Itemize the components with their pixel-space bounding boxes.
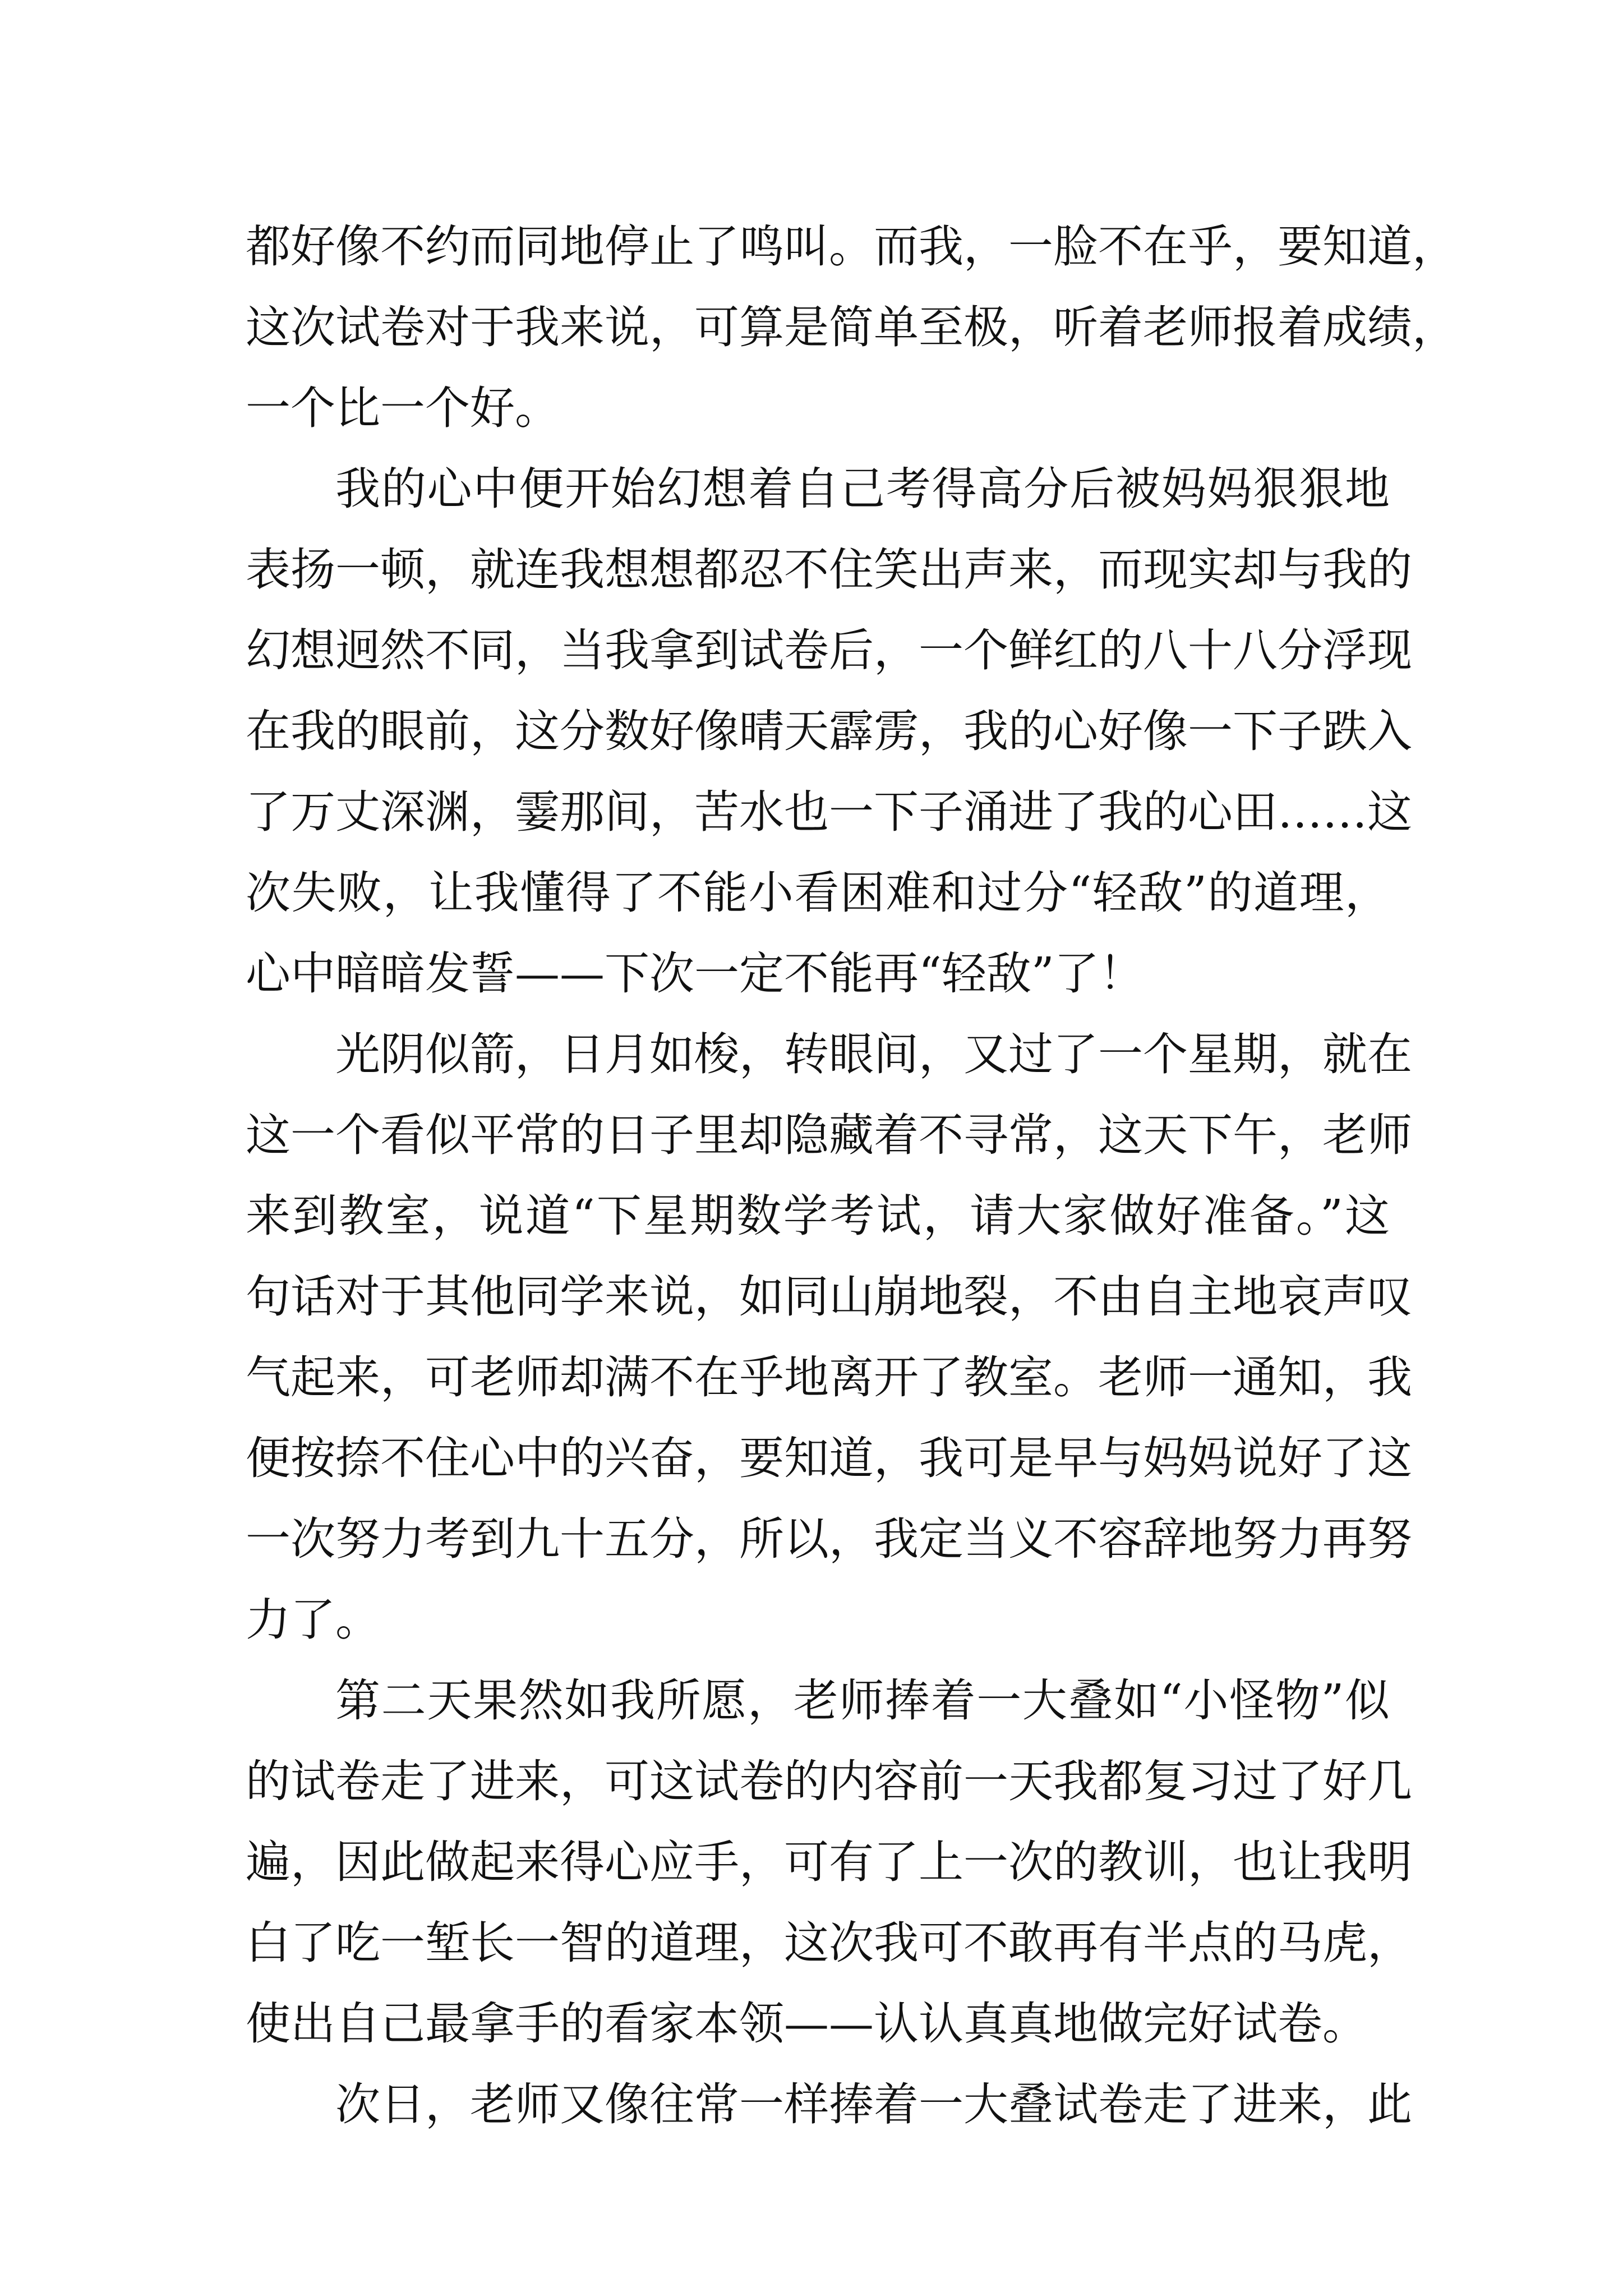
text-line: 次日，老师又像往常一样捧着一大叠试卷走了进来，此 bbox=[335, 2078, 1412, 2131]
text-line: 这一个看似平常的日子里却隐藏着不寻常，这天下午，老师 bbox=[246, 1109, 1412, 1161]
text-line: 幻想迥然不同，当我拿到试卷后，一个鲜红的八十八分浮现 bbox=[246, 624, 1412, 677]
text-line: 次失败，让我懂得了不能小看困难和过分“轻敌”的道理， bbox=[246, 867, 1390, 919]
text-line: 一次努力考到九十五分，所以，我定当义不容辞地努力再努 bbox=[246, 1513, 1412, 1565]
document-body bbox=[246, 206, 1457, 2145]
text-line: 心中暗暗发誓——下次一定不能再“轻敌”了！ bbox=[246, 947, 1144, 1000]
text-line: 在我的眼前，这分数好像晴天霹雳，我的心好像一下子跌入 bbox=[246, 705, 1412, 757]
text-line: 都好像不约而同地停止了鸣叫。而我，一脸不在乎，要知道， bbox=[246, 220, 1457, 273]
text-line: 光阴似箭，日月如梭，转眼间，又过了一个星期，就在 bbox=[335, 1028, 1412, 1080]
text-line: 一个比一个好。 bbox=[246, 382, 560, 434]
text-line: 使出自己最拿手的看家本领——认认真真地做完好试卷。 bbox=[246, 1998, 1367, 2050]
text-line: 便按捺不住心中的兴奋，要知道，我可是早与妈妈说好了这 bbox=[246, 1432, 1412, 1484]
paragraph-4 bbox=[246, 1660, 1412, 2064]
text-line: 的试卷走了进来，可这试卷的内容前一天我都复习过了好几 bbox=[246, 1755, 1412, 1807]
text-line: 白了吃一堑长一智的道理，这次我可不敢再有半点的马虎， bbox=[246, 1917, 1412, 1969]
text-line: 句话对于其他同学来说，如同山崩地裂，不由自主地哀声叹 bbox=[246, 1271, 1412, 1323]
paragraph-1 bbox=[246, 206, 1457, 449]
text-line: 力了。 bbox=[246, 1594, 380, 1646]
text-line: 遍，因此做起来得心应手，可有了上一次的教训，也让我明 bbox=[246, 1836, 1412, 1888]
text-line: 我的心中便开始幻想着自己考得高分后被妈妈狠狠地 bbox=[335, 463, 1390, 515]
text-line: 表扬一顿，就连我想想都忍不住笑出声来，而现实却与我的 bbox=[246, 544, 1412, 596]
text-line: 来到教室，说道“下星期数学考试，请大家做好准备。”这 bbox=[246, 1190, 1390, 1242]
text-line: 气起来，可老师却满不在乎地离开了教室。老师一通知，我 bbox=[246, 1351, 1412, 1404]
paragraph-5 bbox=[246, 2064, 1412, 2145]
text-line: 了万丈深渊，霎那间，苦水也一下子涌进了我的心田……这 bbox=[246, 786, 1412, 838]
text-line: 第二天果然如我所愿，老师捧着一大叠如“小怪物”似 bbox=[335, 1674, 1390, 1727]
text-line: 这次试卷对于我来说，可算是简单至极，听着老师报着成绩， bbox=[246, 301, 1457, 353]
paragraph-2 bbox=[246, 449, 1412, 1014]
paragraph-3 bbox=[246, 1014, 1412, 1660]
